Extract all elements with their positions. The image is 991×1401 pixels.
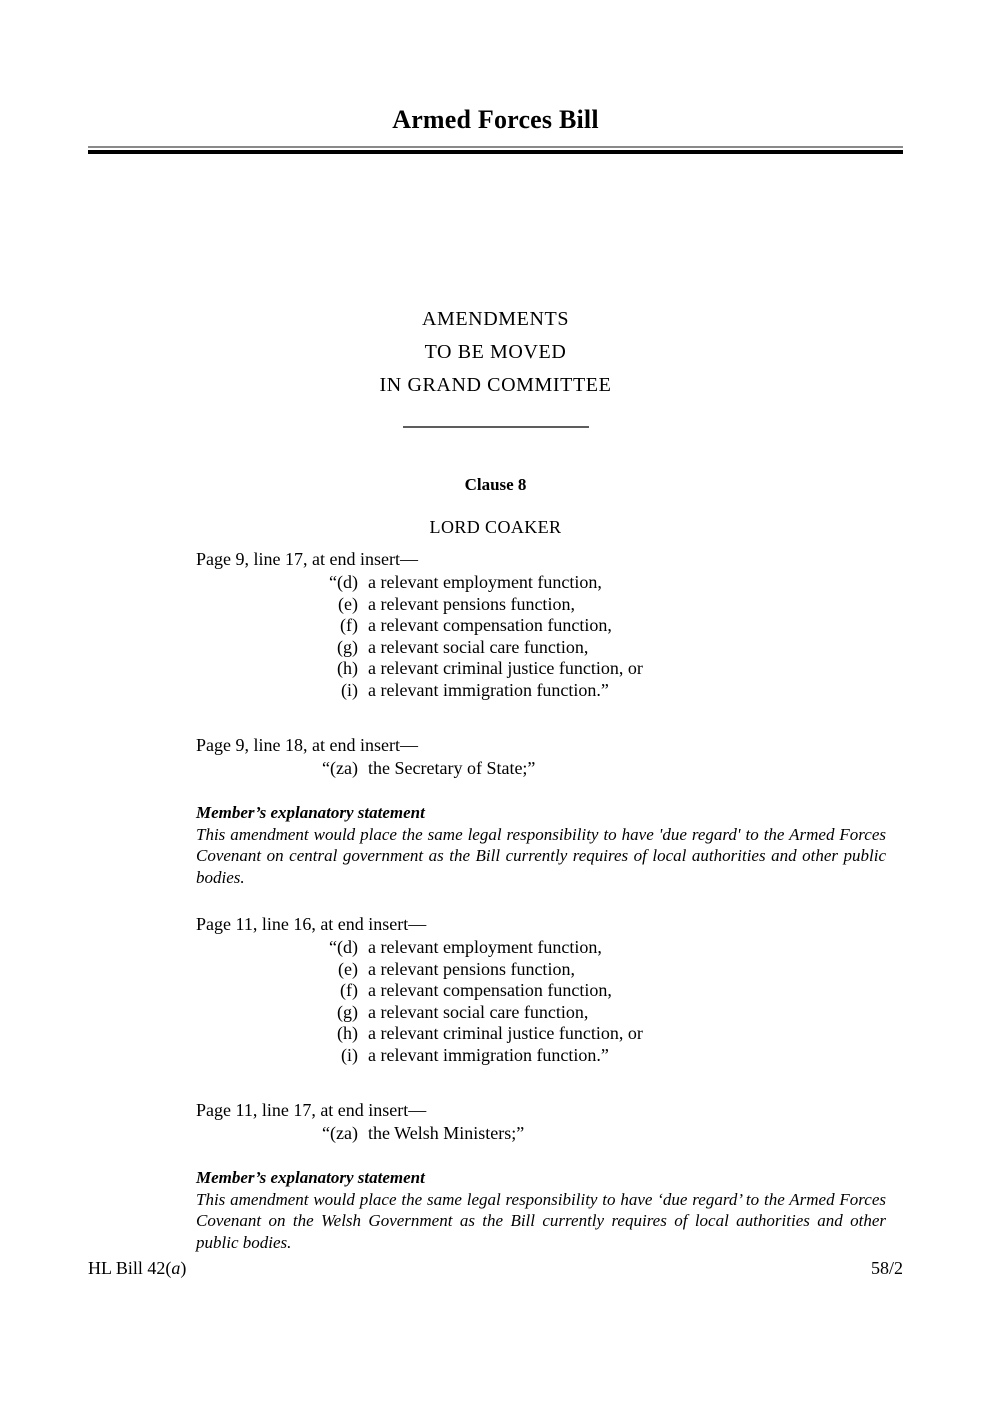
- insert-item-label: “(za): [322, 1123, 358, 1143]
- bill-reference-italic-letter: a: [171, 1258, 181, 1278]
- insert-item: [196, 680, 896, 702]
- bill-reference: [88, 1258, 186, 1279]
- insert-item-label: (g): [337, 636, 358, 657]
- explanatory-statement-heading: Member’s explanatory statement: [196, 802, 425, 822]
- block-spacer: [196, 1088, 896, 1098]
- amendment-lead-line: Page 11, line 16, at end insert—: [196, 914, 427, 934]
- insert-item: [196, 594, 896, 616]
- insert-item-text: the Welsh Ministers;”: [368, 1123, 525, 1143]
- page-title: Armed Forces Bill: [392, 105, 599, 134]
- heading-line-amendments: AMENDMENTS: [421, 308, 570, 330]
- document-heading-block: [88, 303, 903, 428]
- explanatory-statement: [196, 1167, 886, 1254]
- amendment-author: LORD COAKER: [429, 517, 562, 537]
- heading-line-in-grand-committee: IN GRAND COMMITTEE: [379, 374, 612, 396]
- masthead: [88, 105, 903, 154]
- heading-line-to-be-moved: TO BE MOVED: [424, 341, 567, 363]
- insert-item-label: (f): [340, 615, 358, 635]
- insert-item-label: (e): [338, 593, 358, 614]
- insert-item: [196, 637, 896, 659]
- insert-item-text: a relevant immigration function.”: [368, 1044, 609, 1065]
- insert-item-label: “(za): [322, 758, 358, 778]
- insert-item-text: a relevant compensation function,: [368, 615, 612, 635]
- bill-reference-suffix: ): [180, 1258, 187, 1278]
- insert-item-text: a relevant pensions function,: [368, 958, 575, 979]
- insert-item: [196, 980, 896, 1002]
- insert-list: [196, 1123, 896, 1145]
- amendment-lead-line: Page 11, line 17, at end insert—: [196, 1100, 427, 1120]
- insert-item-text: a relevant criminal justice function, or: [368, 658, 643, 678]
- amendment-block: [196, 547, 896, 701]
- insert-item: [196, 959, 896, 981]
- insert-item: [196, 615, 896, 637]
- insert-list: [196, 572, 896, 701]
- insert-item: [196, 658, 896, 680]
- insert-item-label: “(d): [329, 572, 358, 592]
- insert-item-text: a relevant social care function,: [368, 636, 589, 657]
- heading-short-rule-wrap: [88, 426, 903, 428]
- insert-item: [196, 1123, 896, 1145]
- insert-list: [196, 758, 896, 780]
- insert-item: [196, 1002, 896, 1024]
- insert-item-label: “(d): [329, 937, 358, 957]
- insert-item-text: a relevant employment function,: [368, 937, 602, 957]
- amendment-lead-line: Page 9, line 17, at end insert—: [196, 549, 418, 569]
- explanatory-statement-text: This amendment would place the same legal responsibility to have 'due regard' to the Armed Forces Covenant on central government as the Bill currently requires of local authorities and other public bodies.: [196, 824, 886, 887]
- insert-item: [196, 572, 896, 594]
- insert-list: [196, 937, 896, 1066]
- insert-item-text: a relevant immigration function.”: [368, 679, 609, 700]
- amendment-lead-line: Page 9, line 18, at end insert—: [196, 735, 418, 755]
- amendment-block: [196, 733, 896, 780]
- insert-item: [196, 1023, 896, 1045]
- bill-reference-prefix: HL Bill 42(: [88, 1258, 172, 1278]
- block-spacer: [196, 723, 896, 733]
- insert-item-text: a relevant social care function,: [368, 1001, 589, 1022]
- heading-short-rule: [403, 426, 589, 428]
- page-number: 58/2: [870, 1258, 903, 1278]
- insert-item-label: (h): [337, 1023, 358, 1043]
- insert-item-label: (i): [341, 679, 358, 700]
- insert-item-label: (i): [341, 1044, 358, 1065]
- explanatory-statement-heading: Member’s explanatory statement: [196, 1167, 425, 1187]
- insert-item: [196, 1045, 896, 1067]
- insert-item: [196, 758, 896, 780]
- amendment-block: [196, 912, 896, 1066]
- insert-item-label: (f): [340, 980, 358, 1000]
- insert-item-label: (g): [337, 1001, 358, 1022]
- page-footer: [88, 1258, 903, 1279]
- insert-item-label: (e): [338, 958, 358, 979]
- insert-item-label: (h): [337, 658, 358, 678]
- insert-item-text: the Secretary of State;”: [368, 758, 536, 778]
- insert-item-text: a relevant criminal justice function, or: [368, 1023, 643, 1043]
- clause-heading: Clause 8: [464, 475, 527, 494]
- insert-item-text: a relevant compensation function,: [368, 980, 612, 1000]
- divider-thick-rule: [88, 150, 903, 154]
- title-divider: [88, 146, 903, 154]
- amendments-body: [196, 547, 896, 1277]
- explanatory-statement: [196, 802, 886, 889]
- amendment-block: [196, 1098, 896, 1145]
- insert-item-text: a relevant pensions function,: [368, 593, 575, 614]
- insert-item-text: a relevant employment function,: [368, 572, 602, 592]
- explanatory-statement-text: This amendment would place the same legal responsibility to have ‘due regard’ to the Armed Forces Covenant on the Welsh Government as the Bill currently requires of local authorities and other public bodies.: [196, 1189, 886, 1252]
- insert-item: [196, 937, 896, 959]
